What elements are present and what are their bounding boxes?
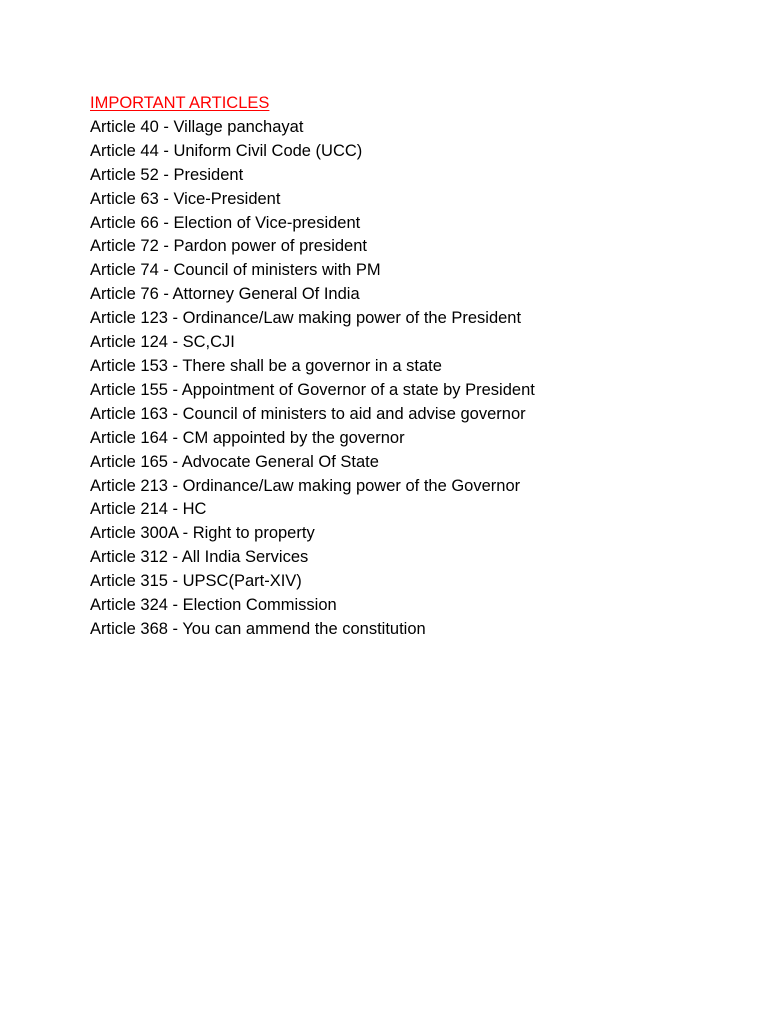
article-item: Article 214 - HC [90, 500, 207, 519]
article-item: Article 66 - Election of Vice-president [90, 213, 361, 232]
article-item: Article 312 - All India Services [90, 548, 309, 567]
article-item: Article 63 - Vice-President [90, 189, 281, 208]
article-item: Article 74 - Council of ministers with PM [90, 261, 381, 280]
article-item: Article 165 - Advocate General Of State [90, 452, 379, 471]
article-item: Article 123 - Ordinance/Law making power of the President [90, 309, 522, 328]
article-item: Article 124 - SC,CJI [90, 333, 235, 352]
document-body [90, 92, 730, 642]
article-item: Article 368 - You can ammend the constitution [90, 619, 426, 638]
article-item: Article 153 - There shall be a governor in a state [90, 356, 442, 375]
article-item: Article 40 - Village panchayat [90, 117, 304, 136]
article-item: Article 76 - Attorney General Of India [90, 285, 360, 304]
article-item: Article 44 - Uniform Civil Code (UCC) [90, 141, 363, 160]
article-item: Article 52 - President [90, 165, 244, 184]
article-item: Article 300A - Right to property [90, 524, 315, 543]
document-heading: IMPORTANT ARTICLES [90, 94, 270, 112]
article-item: Article 213 - Ordinance/Law making power of the Governor [90, 476, 521, 495]
article-item: Article 324 - Election Commission [90, 596, 337, 615]
article-item: Article 72 - Pardon power of president [90, 237, 367, 256]
article-item: Article 315 - UPSC(Part-XIV) [90, 572, 302, 591]
article-item: Article 163 - Council of ministers to aid and advise governor [90, 404, 526, 423]
article-item: Article 155 - Appointment of Governor of a state by President [90, 380, 535, 399]
article-list [90, 116, 730, 642]
article-item: Article 164 - CM appointed by the governor [90, 428, 405, 447]
